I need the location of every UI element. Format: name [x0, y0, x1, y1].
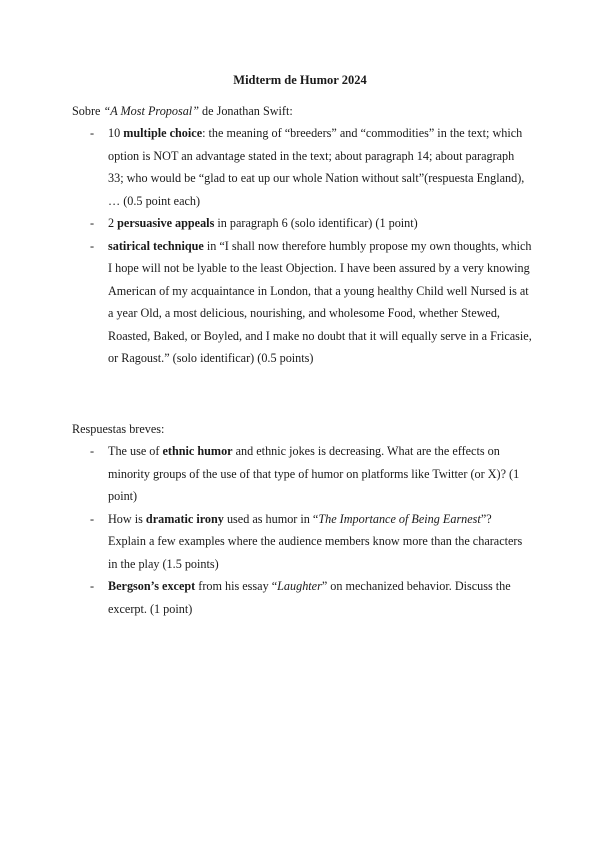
list-item: [72, 575, 532, 620]
intro-prefix: Sobre: [72, 104, 104, 118]
item-text-post: and ethnic jokes is decreasing. What are the effects on minority groups of the use of that type of humor on platforms like Twitter (or X)? (1 point): [108, 444, 520, 503]
item-text-pre: The use of: [108, 444, 163, 458]
item-text: in “I shall now therefore humbly propose my own thoughts, which I hope will not be lyable to the least Objection. I have been assured by a very knowing American of my acquaintance in London, that a young healthy Child well Nursed is at a year Old, a most delicious, nourishing, and wholesome Food, whether Stewed, Roasted, Baked, or Boyled, and I make no doubt that it will equally serve in a Fricasie, or Ragoust.” (solo identificar) (0.5 points): [108, 238, 532, 365]
short-answers-heading: Respuestas breves:: [72, 422, 165, 436]
item-text-post: ”? Explain a few examples where the audience members know more than the characters in the play (1.5 points): [108, 511, 523, 571]
bullet-dash: -: [90, 444, 95, 458]
list-item: [72, 440, 532, 508]
bullet-dash: -: [90, 216, 95, 230]
essay-title: Laughter: [277, 579, 322, 593]
item-keyword: Bergson’s except: [108, 579, 196, 593]
item-text: : the meaning of “breeders” and “commodities” in the text; which option is NOT an advantage stated in the text; about paragraph 14; about paragraph 33; who would be “glad to eat up our whole Nation without salt”(respuesta England), … (0.5 point each): [108, 126, 525, 208]
swift-question-list: [72, 122, 532, 370]
item-keyword: ethnic humor: [162, 444, 233, 458]
bullet-dash: -: [90, 238, 95, 253]
intro-line: [72, 100, 532, 123]
item-keyword: multiple choice: [123, 126, 203, 140]
item-text: in paragraph 6 (solo identificar) (1 point): [214, 216, 418, 230]
document-title: Midterm de Humor 2024: [233, 73, 367, 87]
bullet-dash: -: [90, 579, 95, 593]
play-title: The Importance of Being Earnest: [318, 511, 481, 526]
item-text-mid: used as humor in “: [223, 511, 319, 526]
bullet-dash: -: [90, 126, 95, 140]
item-keyword: persuasive appeals: [117, 216, 215, 230]
intro-suffix: de Jonathan Swift:: [198, 104, 293, 118]
short-answer-list: [72, 440, 532, 620]
item-text-pre: How is: [108, 511, 146, 526]
item-text-mid: from his essay “: [195, 579, 278, 593]
list-item: [72, 212, 532, 235]
intro-work-title: “A Most Proposal”: [103, 104, 199, 118]
item-keyword: satirical technique: [108, 238, 204, 253]
bullet-dash: -: [90, 511, 95, 526]
item-number: 2: [108, 216, 118, 230]
list-item: [72, 508, 532, 576]
item-number: 10: [108, 126, 124, 140]
list-item: [72, 122, 532, 212]
item-keyword: dramatic irony: [145, 511, 224, 526]
list-item: [72, 235, 532, 370]
item-text-post: ” on mechanized behavior. Discuss the excerpt. (1 point): [108, 579, 511, 616]
